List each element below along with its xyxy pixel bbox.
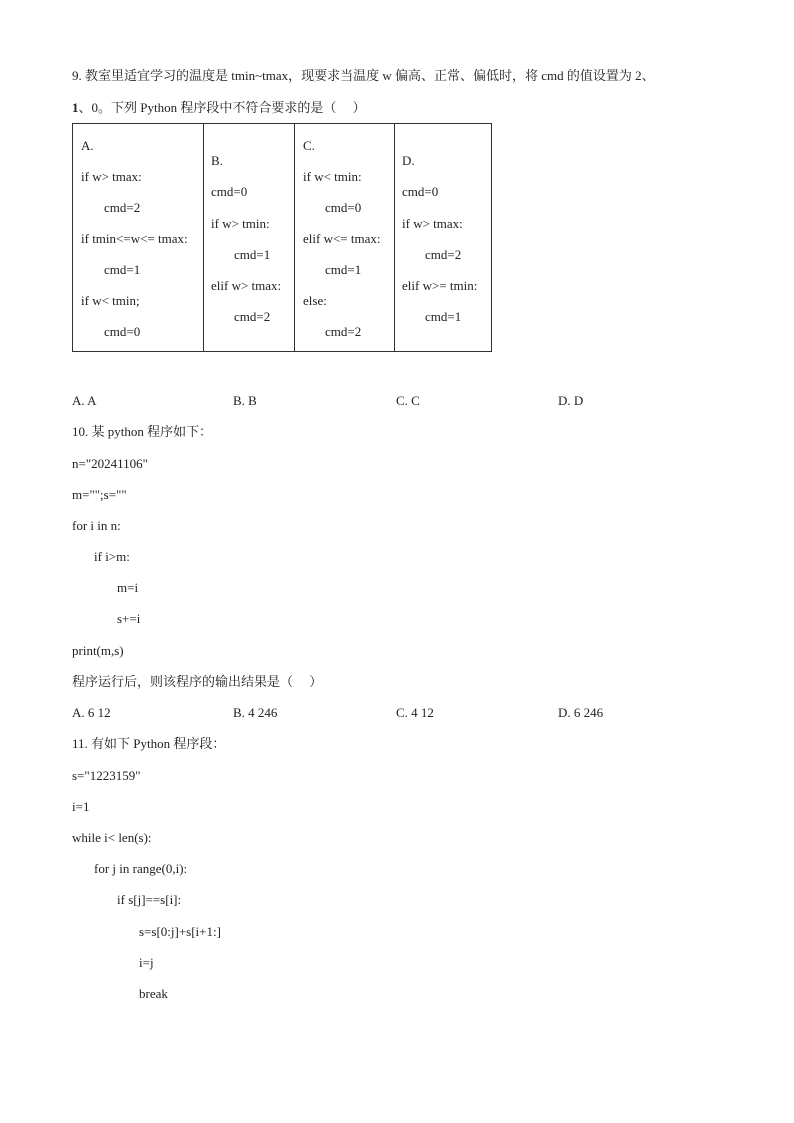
q11-code-line: s="1223159" [72, 768, 141, 783]
q10-code-line: print(m,s) [72, 643, 124, 658]
q10-code-line: m="";s="" [72, 487, 127, 502]
q9-option-c-cell [295, 124, 395, 352]
code-line: cmd=2 [325, 324, 362, 339]
code-line: cmd=1 [234, 247, 271, 262]
q11-code-line: while i< len(s): [72, 830, 152, 845]
code-line: cmd=0 [402, 184, 439, 199]
q11-title: 11. 有如下 Python 程序段： [72, 736, 226, 751]
code-line: cmd=2 [104, 200, 141, 215]
q9-choice-d[interactable]: D. D [558, 393, 584, 408]
code-line: cmd=1 [325, 262, 362, 277]
q9-option-a-cell [73, 124, 204, 352]
code-line: elif w> tmax: [211, 278, 282, 293]
q10-prompt: 程序运行后，则该程序的输出结果是（ ） [72, 674, 323, 689]
q11-code-line: break [139, 986, 168, 1001]
code-line: cmd=0 [325, 200, 362, 215]
q10-choice-a[interactable]: A. 6 12 [72, 705, 111, 720]
q10-code-line: if i>m: [94, 549, 130, 564]
q9-stem-bold-1: 1 [72, 100, 79, 115]
q11-code-line: for j in range(0,i): [94, 861, 188, 876]
code-line: B. [211, 153, 223, 168]
code-line: elif w<= tmax: [303, 231, 381, 246]
code-line: else: [303, 293, 327, 308]
code-line: cmd=2 [425, 247, 462, 262]
code-line: cmd=2 [234, 309, 271, 324]
q10-code-line: n="20241106" [72, 456, 148, 471]
code-line: D. [402, 153, 415, 168]
q10-choice-b[interactable]: B. 4 246 [233, 705, 278, 720]
q9-choice-b[interactable]: B. B [233, 393, 257, 408]
q10-code-line: s+=i [117, 611, 141, 626]
q9-stem-line2 [72, 100, 366, 116]
q11-code-line: i=1 [72, 799, 90, 814]
q10-title: 10. 某 python 程序如下： [72, 424, 213, 439]
q9-option-b-cell [204, 124, 295, 352]
code-line: if w< tmin: [303, 169, 362, 184]
q11-code-line: s=s[0:j]+s[i+1:] [139, 924, 221, 939]
code-line: if w> tmax: [81, 169, 142, 184]
q11-code-line: i=j [139, 955, 154, 970]
q11-code-line: if s[j]==s[i]: [117, 892, 182, 907]
code-line: if w> tmin: [211, 216, 270, 231]
q10-code-line: for i in n: [72, 518, 121, 533]
q10-code-line: m=i [117, 580, 139, 595]
q9-option-d-cell [395, 124, 492, 352]
q9-stem-line1: 9. 教室里适宜学习的温度是 tmin~tmax，现要求当温度 w 偏高、正常、偏低时，将 cmd 的值设置为 2、 [72, 68, 655, 83]
code-line: cmd=0 [104, 324, 141, 339]
q9-choice-a[interactable]: A. A [72, 393, 97, 408]
code-line: cmd=1 [104, 262, 141, 277]
q10-choice-d[interactable]: D. 6 246 [558, 705, 604, 720]
q9-stem-rest: 、0。下列 Python 程序段中不符合要求的是（ ） [78, 100, 366, 115]
code-line: cmd=1 [425, 309, 462, 324]
q9-options-table [72, 123, 492, 352]
code-line: elif w>= tmin: [402, 278, 478, 293]
q9-choice-c[interactable]: C. C [396, 393, 420, 408]
code-line: C. [303, 138, 315, 153]
code-line: A. [81, 138, 94, 153]
q10-choice-c[interactable]: C. 4 12 [396, 705, 434, 720]
code-line: if tmin<=w<= tmax: [81, 231, 188, 246]
code-line: if w< tmin; [81, 293, 140, 308]
code-line: if w> tmax: [402, 216, 463, 231]
code-line: cmd=0 [211, 184, 248, 199]
